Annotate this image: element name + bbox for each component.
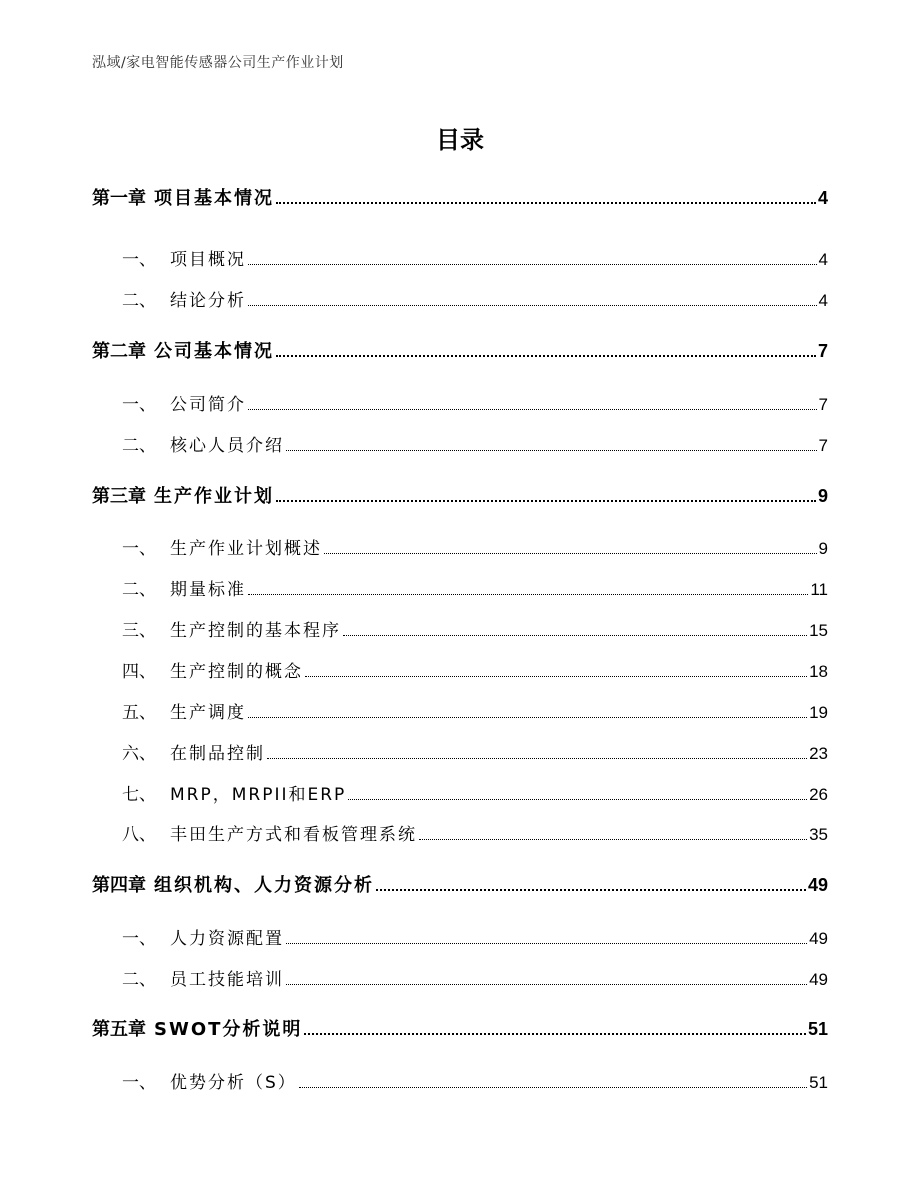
toc-entry-label: 项目基本情况 <box>154 188 274 209</box>
toc-entry-page: 51 <box>807 1019 828 1039</box>
dot-leader <box>276 355 816 357</box>
toc-entry-label: 生产作业计划概述 <box>170 539 322 559</box>
toc-entry-page: 9 <box>818 539 828 558</box>
toc-section-5-1[interactable] <box>122 1068 828 1093</box>
toc-entry-page: 7 <box>818 395 828 414</box>
dot-leader <box>276 500 816 502</box>
toc-entry-label: 组织机构、人力资源分析 <box>154 875 374 896</box>
dot-leader <box>376 889 806 891</box>
dot-leader <box>267 758 807 759</box>
toc-entry-page: 7 <box>817 341 828 361</box>
dot-leader <box>248 594 808 595</box>
toc-section-2-2[interactable] <box>122 431 828 456</box>
toc-section-3-1[interactable] <box>122 534 828 559</box>
toc-entry-page: 49 <box>809 970 828 989</box>
toc-section-3-2[interactable] <box>122 575 828 600</box>
toc-entry-number: 第三章 <box>92 486 146 507</box>
toc-entry-label: SWOT分析说明 <box>154 1019 303 1040</box>
toc-section-3-7[interactable] <box>122 780 828 805</box>
dot-leader <box>419 839 807 840</box>
toc-entry-page: 15 <box>809 621 828 640</box>
toc-entry-page: 49 <box>807 875 828 895</box>
toc-chapter-1[interactable] <box>92 184 828 210</box>
dot-leader <box>299 1087 807 1088</box>
toc-entry-page: 7 <box>818 436 828 455</box>
toc-entry-label: 生产调度 <box>170 703 246 723</box>
toc-entry-label: 丰田生产方式和看板管理系统 <box>170 825 417 845</box>
toc-entry-label: MRP，MRPII和ERP <box>170 785 347 805</box>
toc-section-3-5[interactable] <box>122 698 828 723</box>
toc-entry-page: 35 <box>809 825 828 844</box>
toc-entry-number: 八、 <box>122 825 156 845</box>
dot-leader <box>304 1033 806 1035</box>
dot-leader <box>286 450 817 451</box>
toc-entry-label: 公司基本情况 <box>154 341 274 362</box>
toc-entry-number: 三、 <box>122 621 156 641</box>
toc-entry-number: 五、 <box>122 703 156 723</box>
toc-entry-label: 期量标准 <box>170 580 246 600</box>
dot-leader <box>348 799 807 800</box>
toc-entry-number: 第二章 <box>92 341 146 362</box>
dot-leader <box>343 635 807 636</box>
toc-entry-page: 51 <box>809 1073 828 1092</box>
toc-entry-number: 二、 <box>122 970 156 990</box>
toc-section-1-2[interactable] <box>122 286 828 311</box>
toc-entry-page: 4 <box>817 188 828 208</box>
toc-title: 目录 <box>436 126 484 154</box>
toc-entry-number: 七、 <box>122 785 156 805</box>
toc-entry-label: 公司简介 <box>170 395 246 415</box>
toc-entry-number: 第四章 <box>92 875 146 896</box>
toc-section-4-2[interactable] <box>122 965 828 990</box>
dot-leader <box>305 676 807 677</box>
toc-entry-label: 人力资源配置 <box>170 929 284 949</box>
toc-entry-page: 4 <box>818 250 828 269</box>
toc-chapter-2[interactable] <box>92 337 828 363</box>
toc-entry-page: 49 <box>809 929 828 948</box>
toc-section-3-8[interactable] <box>122 820 828 845</box>
toc-entry-number: 一、 <box>122 539 156 559</box>
toc-entry-label: 在制品控制 <box>170 744 265 764</box>
toc-entry-page: 18 <box>809 662 828 681</box>
toc-entry-page: 11 <box>810 580 828 599</box>
dot-leader <box>248 409 817 410</box>
toc-entry-page: 26 <box>809 785 828 804</box>
toc-entry-number: 四、 <box>122 662 156 682</box>
toc-entry-label: 生产控制的概念 <box>170 662 303 682</box>
toc-entry-page: 4 <box>818 291 828 310</box>
toc-entry-number: 二、 <box>122 436 156 456</box>
dot-leader <box>276 202 816 204</box>
toc-entry-label: 优势分析（S） <box>170 1073 297 1093</box>
toc-entry-number: 第五章 <box>92 1019 146 1040</box>
toc-entry-number: 二、 <box>122 580 156 600</box>
toc-entry-label: 结论分析 <box>170 291 246 311</box>
toc-chapter-4[interactable] <box>92 871 828 897</box>
dot-leader <box>248 717 807 718</box>
toc-entry-number: 第一章 <box>92 188 146 209</box>
toc-chapter-3[interactable] <box>92 482 828 508</box>
toc-entry-page: 19 <box>809 703 828 722</box>
toc-section-2-1[interactable] <box>122 390 828 415</box>
toc-entry-number: 一、 <box>122 250 156 270</box>
toc-entry-number: 二、 <box>122 291 156 311</box>
toc-entry-page: 23 <box>809 744 828 763</box>
toc-section-4-1[interactable] <box>122 924 828 949</box>
dot-leader <box>324 553 817 554</box>
dot-leader <box>248 305 817 306</box>
toc-entry-label: 项目概况 <box>170 250 246 270</box>
dot-leader <box>286 943 807 944</box>
toc-entry-label: 生产控制的基本程序 <box>170 621 341 641</box>
toc-entry-label: 核心人员介绍 <box>170 436 284 456</box>
toc-section-3-4[interactable] <box>122 657 828 682</box>
dot-leader <box>286 984 807 985</box>
toc-entry-number: 六、 <box>122 744 156 764</box>
toc-section-3-3[interactable] <box>122 616 828 641</box>
dot-leader <box>248 264 817 265</box>
toc-entry-page: 9 <box>817 486 828 506</box>
toc-entry-number: 一、 <box>122 929 156 949</box>
toc-entry-label: 员工技能培训 <box>170 970 284 990</box>
page-header: 泓域/家电智能传感器公司生产作业计划 <box>92 55 344 71</box>
toc-section-1-1[interactable] <box>122 245 828 270</box>
toc-entry-number: 一、 <box>122 1073 156 1093</box>
toc-entry-number: 一、 <box>122 395 156 415</box>
toc-chapter-5[interactable] <box>92 1015 828 1041</box>
toc-entry-label: 生产作业计划 <box>154 486 274 507</box>
toc-section-3-6[interactable] <box>122 739 828 764</box>
